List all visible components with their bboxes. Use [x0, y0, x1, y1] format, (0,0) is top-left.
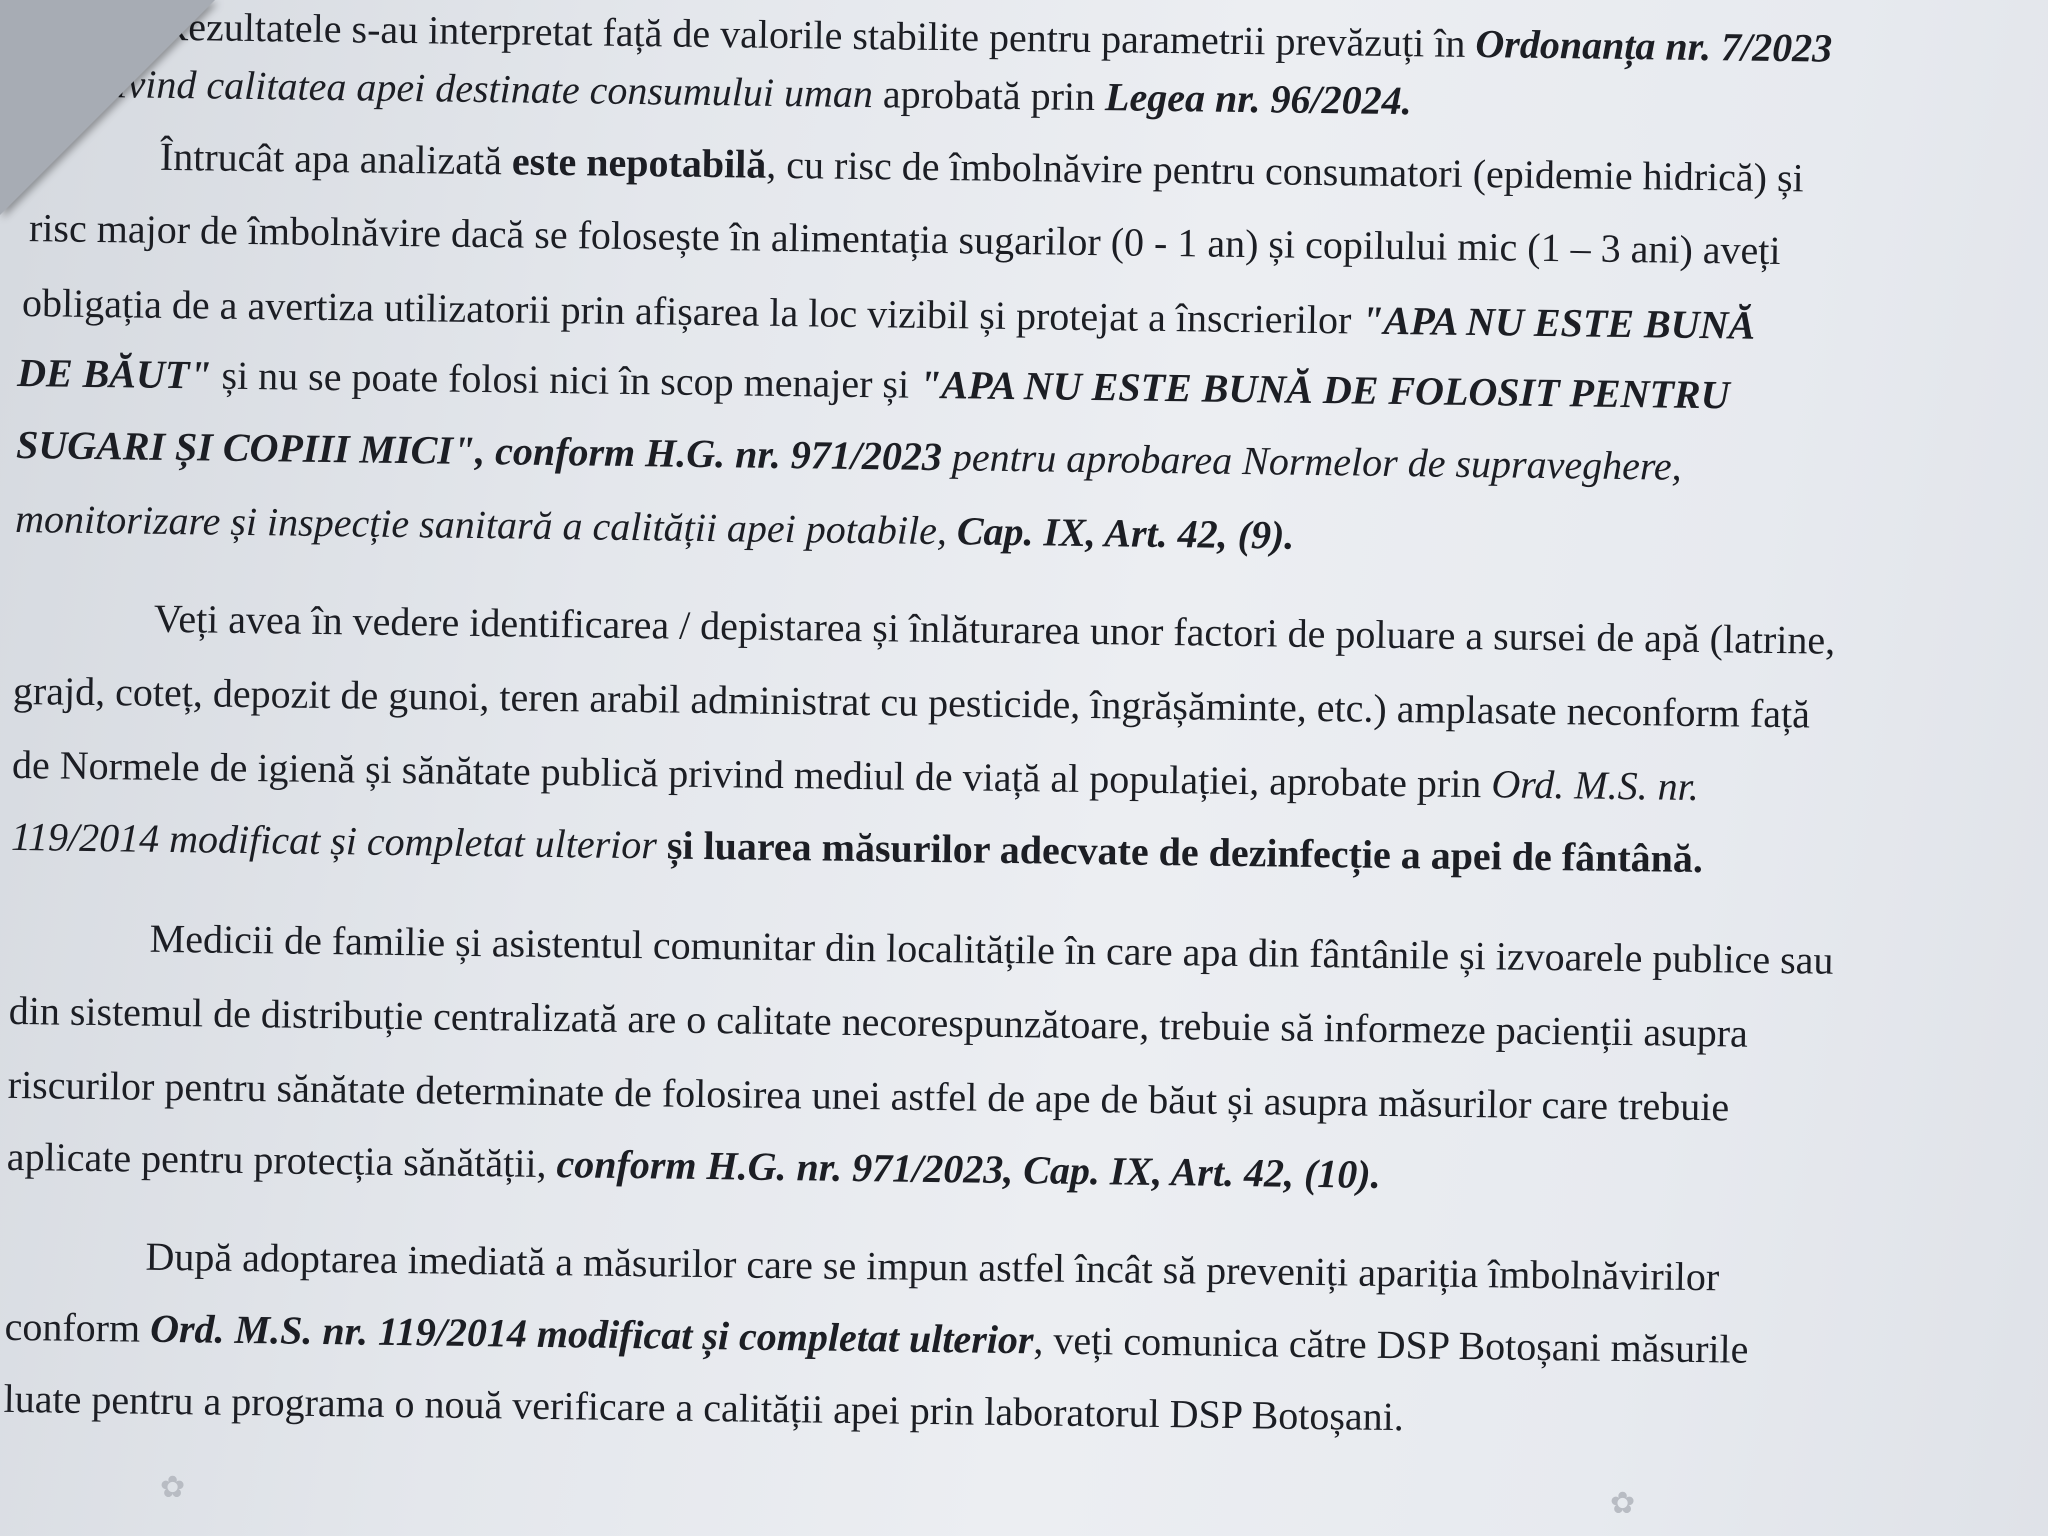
stamp-mark-right: ✿ — [1610, 1487, 1636, 1520]
paragraph-4-line-1: Medicii de familie și asistentul comunitar din localitățile în care apa din fântânile și izvoarele publice sau — [149, 915, 1834, 983]
paragraph-2-line-6: monitorizare și inspecție sanitară a calității apei potabile, Cap. IX, Art. 42, (9). — [14, 495, 1295, 558]
paragraph-3-line-4: 119/2014 modificat și completat ulterior și luarea măsurilor adecvate de dezinfecție a apei de fântână. — [10, 813, 1704, 882]
paragraph-4-line-3: riscurilor pentru sănătate determinate de folosirea unei astfel de ape de băut și asupra măsurilor care trebuie — [7, 1061, 1730, 1130]
paragraph-4-line-2: din sistemul de distribuție centralizată are o calitate necorespunzătoare, trebuie să informeze pacienții asupra — [8, 987, 1749, 1056]
paragraph-2-line-1: Întrucât apa analizată este nepotabilă, cu risc de îmbolnăvire pentru consumatori (epidemie hidrică) și — [159, 133, 1805, 201]
paragraph-3-line-3: de Normele de igienă și sănătate publică privind mediul de viață al populației, aprobate prin Ord. M.S. nr. — [11, 741, 1700, 810]
paragraph-5-line-3: luate pentru a programa o nouă verificare a calității apei prin laboratorul DSP Botoșani. — [3, 1375, 1405, 1440]
paragraph-1-line-2: privind calitatea apei destinate consumului uman aprobată prin Legea nr. 96/2024. — [80, 60, 1413, 124]
paragraph-2-line-5: SUGARI ȘI COPIII MICI", conform H.G. nr. 971/2023 pentru aprobarea Normelor de supraveghere, — [15, 421, 1683, 489]
paragraph-5-line-1: După adoptarea imediată a măsurilor care se impun astfel încât să preveniți apariția îmbolnăvirilor — [145, 1233, 1720, 1300]
paragraph-2-line-2: risc major de îmbolnăvire dacă se folosește în alimentația sugarilor (0 - 1 an) și copilului mic (1 – 3 ani) aveți — [28, 205, 1781, 274]
paragraph-3-line-2: grajd, coteț, depozit de gunoi, teren arabil administrat cu pesticide, îngrășăminte, etc.) amplasate neconform față — [12, 667, 1811, 737]
paragraph-2-line-4: DE BĂUT" și nu se poate folosi nici în scop menajer și "APA NU ESTE BUNĂ DE FOLOSIT PENTRU — [16, 349, 1730, 418]
paragraph-5-line-2: conform Ord. M.S. nr. 119/2014 modificat și completat ulterior, veți comunica către DSP Botoșani măsurile — [4, 1303, 1749, 1372]
document-body — [3, 0, 2022, 1440]
paragraph-3-line-1: Veți avea în vedere identificarea / depistarea și înlăturarea unor factori de poluare a sursei de apă (latrine, — [153, 595, 1836, 663]
folded-page-corner — [0, 0, 215, 215]
stamp-mark-left: ✿ — [160, 1471, 186, 1504]
paragraph-4-line-4: aplicate pentru protecția sănătății, conform H.G. nr. 971/2023, Cap. IX, Art. 42, (10). — [6, 1133, 1381, 1197]
paragraph-2-line-3: obligația de a avertiza utilizatorii prin afișarea la loc vizibil și protejat a înscrierilor "APA NU ESTE BUNĂ — [21, 280, 1756, 348]
paragraph-1-line-1: Rezultatele s-au interpretat față de valorile stabilite pentru parametrii prevăzuți în Ordonanța nr. 7/2023 — [161, 3, 1833, 71]
